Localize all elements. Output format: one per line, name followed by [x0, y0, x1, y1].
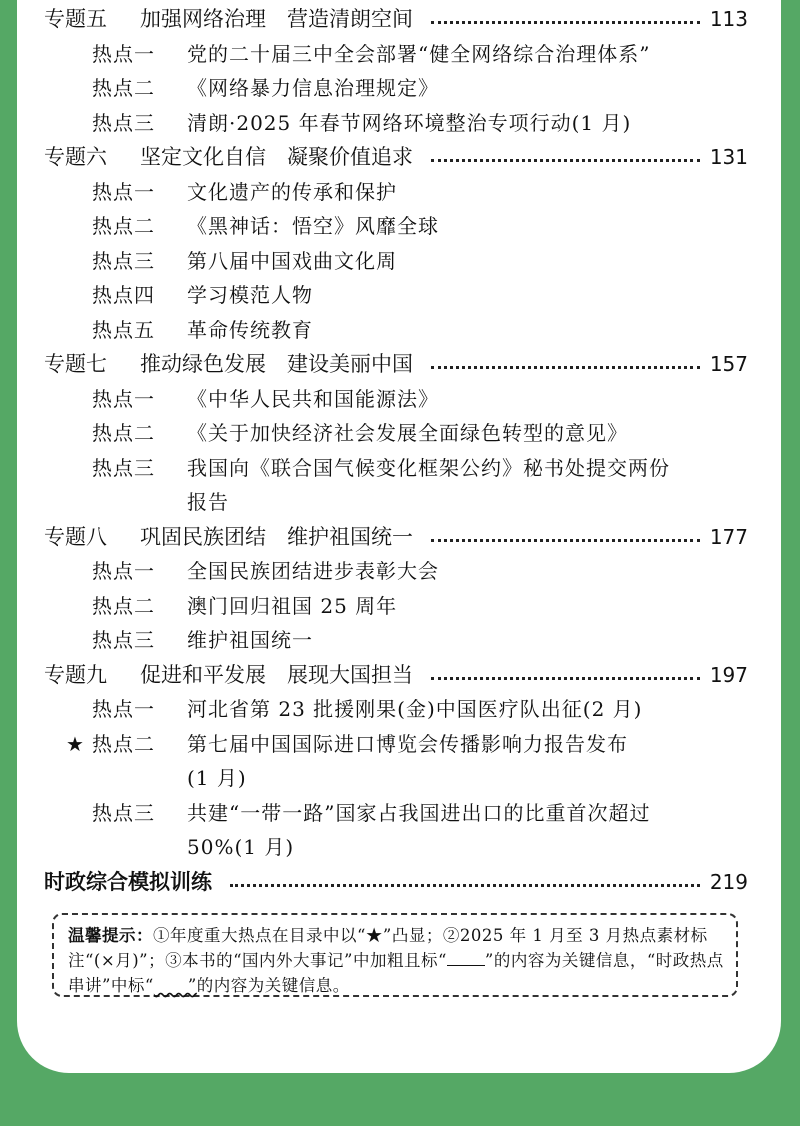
- hotspot-label: 热点二: [92, 421, 155, 445]
- toc-hotspot-row[interactable]: [0, 71, 800, 106]
- hotspot-label: 热点三: [92, 248, 155, 273]
- page-number: 177: [709, 524, 748, 549]
- toc-topic-row[interactable]: [0, 347, 800, 382]
- topic-number: 专题八: [44, 524, 107, 549]
- toc-hotspot-row[interactable]: [0, 37, 800, 72]
- toc-hotspot-row[interactable]: [0, 313, 800, 348]
- toc-hotspot-row[interactable]: [0, 106, 800, 141]
- dot-leader: [431, 520, 700, 555]
- toc-hotspot-row[interactable]: [0, 589, 800, 624]
- topic-title: 推动绿色发展 建设美丽中国: [140, 352, 413, 376]
- page-number: 197: [709, 662, 748, 687]
- topic-number: 专题七: [44, 352, 107, 376]
- toc-hotspot-row[interactable]: [0, 416, 800, 451]
- final-title: 时政综合模拟训练: [44, 869, 212, 894]
- hotspot-label: 热点四: [92, 283, 155, 307]
- hotspot-label: 热点二: [92, 593, 155, 618]
- toc-hotspot-row[interactable]: [0, 727, 800, 762]
- hotspot-label: 热点二: [92, 214, 155, 238]
- hotspot-title: 清朗·2025 年春节网络环境整治专项行动(1 月): [187, 110, 632, 135]
- topic-title: 促进和平发展 展现大国担当: [140, 662, 413, 687]
- toc-hotspot-row[interactable]: [0, 796, 800, 831]
- hotspot-label: 热点一: [92, 559, 155, 583]
- hotspot-title: 党的二十届三中全会部署“健全网络综合治理体系”: [187, 41, 651, 66]
- page-number: 157: [709, 352, 748, 376]
- hotspot-label: 热点三: [92, 628, 155, 652]
- hotspot-label: 热点三: [92, 110, 155, 135]
- hotspot-label: 热点一: [92, 386, 155, 411]
- topic-title: 坚定文化自信 凝聚价值追求: [140, 145, 413, 169]
- hotspot-title: 文化遗产的传承和保护: [187, 179, 397, 204]
- notice-text-3: ”的内容为关键信息。: [187, 976, 350, 995]
- hotspot-title: 《关于加快经济社会发展全面绿色转型的意见》: [187, 421, 628, 445]
- toc-hotspot-row[interactable]: [0, 451, 800, 486]
- notice-title: 温馨提示：: [68, 926, 153, 945]
- notice-text-1: ①年度重大热点在目录中以“★”凸显；②2025 年 1 月至 3 月热点素材标注“(×月)”；③本书的“国内外大事记”中加粗且标“: [68, 926, 708, 970]
- underline-mark: [447, 951, 485, 966]
- toc-topic-row[interactable]: [0, 865, 800, 900]
- hotspot-title: 报告: [187, 490, 229, 514]
- page-number: 113: [709, 7, 748, 31]
- hotspot-title: 我国向《联合国气候变化框架公约》秘书处提交两份: [187, 455, 670, 480]
- hotspot-title: 澳门回归祖国 25 周年: [187, 593, 398, 618]
- hotspot-label: 热点一: [92, 179, 155, 204]
- toc-hotspot-row[interactable]: [0, 278, 800, 313]
- hotspot-title: 维护祖国统一: [187, 628, 313, 652]
- toc-topic-row[interactable]: [0, 140, 800, 175]
- hotspot-label: 热点二: [92, 731, 155, 756]
- dot-leader: [230, 865, 700, 900]
- table-of-contents: [0, 2, 800, 899]
- hotspot-title: (1 月): [187, 766, 247, 790]
- topic-number: 专题五: [44, 7, 107, 31]
- page-number: 131: [709, 145, 748, 169]
- toc-hotspot-row[interactable]: [0, 761, 800, 796]
- hotspot-title: 河北省第 23 批援刚果(金)中国医疗队出征(2 月): [187, 697, 643, 721]
- hotspot-label: 热点五: [92, 317, 155, 342]
- page-number: 219: [709, 869, 748, 894]
- dot-leader: [431, 347, 700, 382]
- toc-topic-row[interactable]: [0, 2, 800, 37]
- notice-text-2: ”的内容为关键信息，“时政热点串讲”中标“: [68, 951, 724, 995]
- toc-topic-row[interactable]: [0, 520, 800, 555]
- hotspot-title: 第七届中国国际进口博览会传播影响力报告发布: [187, 731, 628, 756]
- hotspot-label: 热点二: [92, 76, 155, 100]
- star-icon: ★: [66, 731, 85, 756]
- toc-hotspot-row[interactable]: [0, 692, 800, 727]
- hotspot-title: 第八届中国戏曲文化周: [187, 248, 397, 273]
- toc-hotspot-row[interactable]: [0, 244, 800, 279]
- hotspot-title: 50%(1 月): [187, 835, 295, 859]
- toc-hotspot-row[interactable]: [0, 623, 800, 658]
- hotspot-title: 《网络暴力信息治理规定》: [187, 76, 439, 100]
- hotspot-label: 热点一: [92, 41, 155, 66]
- topic-number: 专题九: [44, 662, 107, 687]
- dot-leader: [431, 658, 700, 693]
- hotspot-title: 《中华人民共和国能源法》: [187, 386, 439, 411]
- toc-hotspot-row[interactable]: [0, 830, 800, 865]
- dot-leader: [431, 2, 700, 37]
- toc-hotspot-row[interactable]: [0, 209, 800, 244]
- notice-box: [52, 913, 738, 997]
- hotspot-label: 热点一: [92, 697, 155, 721]
- hotspot-title: 全国民族团结进步表彰大会: [187, 559, 439, 583]
- toc-topic-row[interactable]: [0, 658, 800, 693]
- hotspot-label: 热点三: [92, 455, 155, 480]
- toc-hotspot-row[interactable]: [0, 485, 800, 520]
- hotspot-title: 学习模范人物: [187, 283, 313, 307]
- toc-hotspot-row[interactable]: [0, 175, 800, 210]
- topic-number: 专题六: [44, 145, 107, 169]
- hotspot-title: 革命传统教育: [187, 317, 313, 342]
- toc-hotspot-row[interactable]: [0, 554, 800, 589]
- toc-hotspot-row[interactable]: [0, 382, 800, 417]
- hotspot-title: 《黑神话：悟空》风靡全球: [187, 214, 439, 238]
- topic-title: 巩固民族团结 维护祖国统一: [140, 524, 413, 549]
- hotspot-label: 热点三: [92, 800, 155, 825]
- dot-leader: [431, 140, 700, 175]
- topic-title: 加强网络治理 营造清朗空间: [140, 7, 413, 31]
- hotspot-title: 共建“一带一路”国家占我国进出口的比重首次超过: [187, 800, 651, 825]
- wavy-underline-mark: [154, 973, 188, 998]
